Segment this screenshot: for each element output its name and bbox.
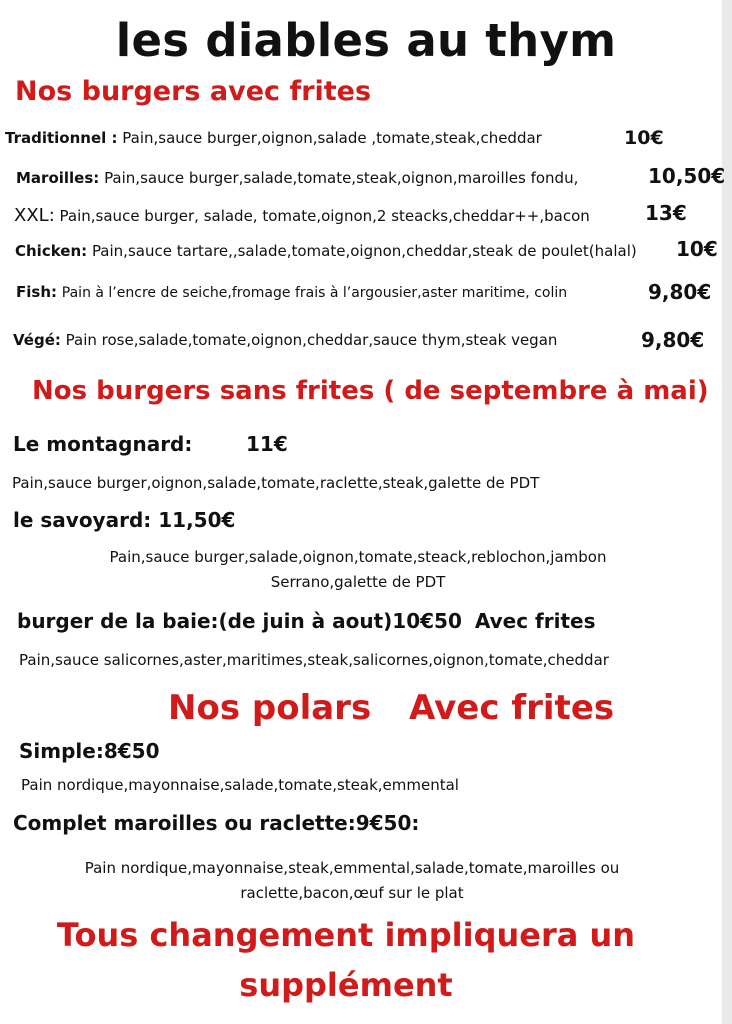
item-price: 10€ <box>676 237 718 261</box>
menu-item-savoyard <box>13 508 235 532</box>
menu-item-maroilles <box>16 169 578 187</box>
item-desc: Pain,sauce tartare,,salade,tomate,oignon,cheddar,steak de poulet(halal) <box>91 242 637 260</box>
page-title: les diables au thym <box>115 14 617 67</box>
item-price: 13€ <box>645 201 687 225</box>
menu-item-baie-desc: Pain,sauce salicornes,aster,maritimes,steak,salicornes,oignon,tomate,cheddar <box>19 651 609 669</box>
menu-item-xxl <box>14 205 590 226</box>
menu-item-simple-name: Simple:8€50 <box>19 739 160 763</box>
item-name: le savoyard: <box>13 508 152 532</box>
item-name: Traditionnel : <box>5 129 118 147</box>
menu-item-simple-desc: Pain nordique,mayonnaise,salade,tomate,steak,emmental <box>21 776 459 794</box>
section-heading-burgers-sans-frites: Nos burgers sans frites ( de septembre à mai) <box>32 376 709 406</box>
item-desc: Pain rose,salade,tomate,oignon,cheddar,sauce thym,steak vegan <box>65 331 558 349</box>
item-name: Chicken: <box>15 242 88 260</box>
menu-item-baie <box>17 609 595 633</box>
item-name: XXL: <box>14 205 55 226</box>
item-desc: Pain,sauce burger,salade,tomate,steak,oignon,maroilles fondu, <box>104 169 579 187</box>
section-heading-burgers-avec-frites: Nos burgers avec frites <box>15 76 372 107</box>
menu-item-complet-desc-line1: Pain nordique,mayonnaise,steak,emmental,salade,tomate,maroilles ou <box>84 859 620 877</box>
menu-item-complet-name: Complet maroilles ou raclette:9€50: <box>13 811 420 835</box>
item-price: 9,80€ <box>648 280 712 304</box>
menu-item-complet-desc-line2: raclette,bacon,œuf sur le plat <box>240 884 464 902</box>
item-desc: Pain,sauce burger,oignon,salade ,tomate,steak,cheddar <box>122 129 542 147</box>
item-price: 11,50€ <box>158 508 236 532</box>
item-name: burger de la baie:(de juin à aout)10€50 <box>17 609 462 633</box>
menu-item-montagnard-name: Le montagnard: <box>13 432 193 456</box>
menu-item-traditionnel <box>5 129 542 147</box>
menu-item-savoyard-desc-line1: Pain,sauce burger,salade,oignon,tomate,steack,reblochon,jambon <box>109 548 607 566</box>
menu-item-vege <box>13 331 557 349</box>
footer-notice-line2: supplément <box>239 966 453 1004</box>
page-edge <box>722 0 732 1024</box>
item-name: Végé: <box>13 331 61 349</box>
menu-item-chicken <box>15 242 637 260</box>
item-price: 10€ <box>624 127 664 149</box>
item-price: 9,80€ <box>641 328 705 352</box>
section-heading-polars <box>168 688 614 728</box>
item-price: 10,50€ <box>648 164 726 188</box>
item-desc: Pain à l’encre de seiche,fromage frais à l’argousier,aster maritime, colin <box>61 285 568 301</box>
menu-item-fish <box>16 283 567 301</box>
menu-item-montagnard-price: 11€ <box>246 432 288 456</box>
item-name: Fish: <box>16 283 57 301</box>
footer-notice-line1: Tous changement impliquera un <box>56 916 636 954</box>
heading-part1: Nos polars <box>168 688 372 728</box>
item-name: Maroilles: <box>16 169 100 187</box>
menu-item-montagnard-desc: Pain,sauce burger,oignon,salade,tomate,raclette,steak,galette de PDT <box>12 474 540 492</box>
menu-item-savoyard-desc-line2: Serrano,galette de PDT <box>270 573 446 591</box>
heading-part2: Avec frites <box>409 688 615 728</box>
item-desc: Pain,sauce burger, salade, tomate,oignon,2 steacks,cheddar++,bacon <box>59 207 590 225</box>
item-extra: Avec frites <box>474 609 596 633</box>
